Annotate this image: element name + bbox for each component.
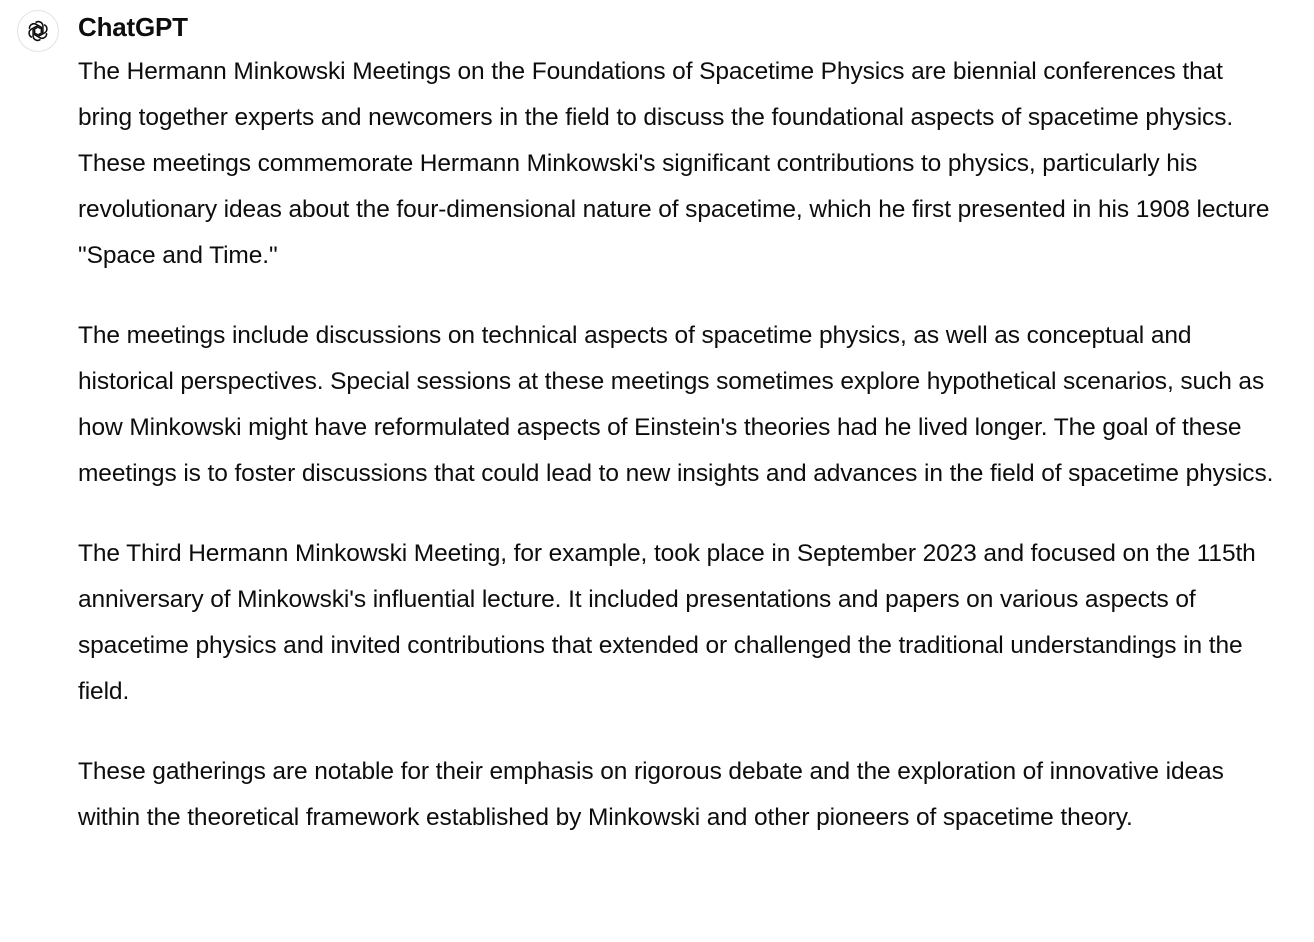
openai-logo-icon bbox=[24, 17, 52, 45]
message-paragraph-3: The Third Hermann Minkowski Meeting, for example, took place in September 2023 and focused on the 115th anniversary of Minkowski's influential lecture. It included presentations and papers on various aspects of spacetime physics and invited contributions that extended or challenged the traditional understandings in the field. bbox=[78, 540, 1256, 705]
message-author: ChatGPT bbox=[78, 12, 188, 42]
message-paragraph-1: The Hermann Minkowski Meetings on the Foundations of Spacetime Physics are biennial conferences that bring together experts and newcomers in the field to discuss the foundational aspects of spacetime physics. These meetings commemorate Hermann Minkowski's significant contributions to physics, particularly his revolutionary ideas about the four-dimensional nature of spacetime, which he first presented in his 1908 lecture "Space and Time." bbox=[78, 58, 1270, 269]
assistant-avatar bbox=[17, 10, 59, 52]
message-paragraph-2: The meetings include discussions on technical aspects of spacetime physics, as well as conceptual and historical perspectives. Special sessions at these meetings sometimes explore hypothetical scenarios, such as how Minkowski might have reformulated aspects of Einstein's theories had he lived longer. The goal of these meetings is to foster discussions that could lead to new insights and advances in the field of spacetime physics. bbox=[78, 322, 1274, 487]
message-content bbox=[78, 49, 1278, 841]
message-paragraph-4: These gatherings are notable for their emphasis on rigorous debate and the exploration of innovative ideas within the theoretical framework established by Minkowski and other pioneers of spacetime theory. bbox=[78, 758, 1224, 831]
